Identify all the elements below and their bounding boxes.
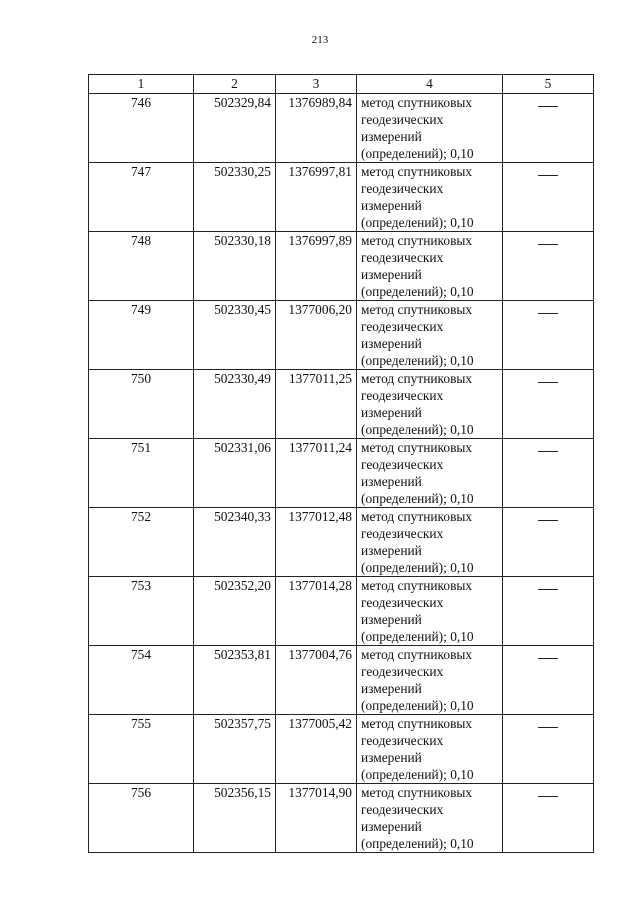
method-cell: [357, 646, 503, 715]
column-5-cell: [503, 784, 594, 853]
point-number-cell: 755: [89, 715, 194, 784]
table-header-row: [89, 75, 594, 94]
method-cell: [357, 715, 503, 784]
method-text-line: (определений); 0,10: [361, 767, 474, 782]
point-number-cell: 753: [89, 577, 194, 646]
method-text-line: геодезических: [361, 388, 444, 403]
x-coordinate-cell: 502357,75: [194, 715, 276, 784]
method-text-line: (определений); 0,10: [361, 422, 474, 437]
column-header-5: 5: [503, 75, 594, 94]
dash-mark: [538, 244, 558, 245]
y-coordinate-cell: 1377014,28: [276, 577, 357, 646]
y-coordinate-cell: 1376997,81: [276, 163, 357, 232]
table-row: [89, 94, 594, 163]
method-text-line: измерений: [361, 681, 422, 696]
method-text-line: измерений: [361, 474, 422, 489]
method-text-line: (определений); 0,10: [361, 284, 474, 299]
x-coordinate-cell: 502353,81: [194, 646, 276, 715]
method-text-line: геодезических: [361, 250, 444, 265]
method-text-line: метод спутниковых: [361, 164, 473, 179]
column-5-cell: [503, 715, 594, 784]
method-text-line: (определений); 0,10: [361, 491, 474, 506]
method-text-line: геодезических: [361, 112, 444, 127]
method-text-line: измерений: [361, 405, 422, 420]
point-number-cell: 747: [89, 163, 194, 232]
column-5-cell: [503, 232, 594, 301]
method-cell: [357, 163, 503, 232]
method-text-line: метод спутниковых: [361, 302, 473, 317]
y-coordinate-cell: 1377014,90: [276, 784, 357, 853]
column-5-cell: [503, 508, 594, 577]
point-number-cell: 752: [89, 508, 194, 577]
method-text-line: (определений); 0,10: [361, 836, 474, 851]
method-text-line: метод спутниковых: [361, 716, 473, 731]
dash-mark: [538, 520, 558, 521]
method-text-line: измерений: [361, 336, 422, 351]
method-text-line: геодезических: [361, 802, 444, 817]
point-number-cell: 750: [89, 370, 194, 439]
method-cell: [357, 232, 503, 301]
column-5-cell: [503, 94, 594, 163]
table-row: [89, 577, 594, 646]
method-text-line: (определений); 0,10: [361, 215, 474, 230]
method-text-line: геодезических: [361, 733, 444, 748]
table-row: [89, 370, 594, 439]
method-text-line: измерений: [361, 750, 422, 765]
method-text-line: (определений); 0,10: [361, 560, 474, 575]
dash-mark: [538, 658, 558, 659]
method-text-line: геодезических: [361, 526, 444, 541]
method-text-line: измерений: [361, 612, 422, 627]
method-text-line: геодезических: [361, 319, 444, 334]
table-row: [89, 439, 594, 508]
method-text-line: геодезических: [361, 457, 444, 472]
dash-mark: [538, 727, 558, 728]
column-5-cell: [503, 163, 594, 232]
column-header-2: 2: [194, 75, 276, 94]
x-coordinate-cell: 502330,18: [194, 232, 276, 301]
dash-mark: [538, 106, 558, 107]
method-cell: [357, 94, 503, 163]
method-text-line: метод спутниковых: [361, 440, 473, 455]
method-text-line: (определений); 0,10: [361, 353, 474, 368]
x-coordinate-cell: 502331,06: [194, 439, 276, 508]
method-text-line: (определений); 0,10: [361, 698, 474, 713]
x-coordinate-cell: 502340,33: [194, 508, 276, 577]
method-text-line: метод спутниковых: [361, 578, 473, 593]
table-row: [89, 508, 594, 577]
point-number-cell: 748: [89, 232, 194, 301]
point-number-cell: 749: [89, 301, 194, 370]
x-coordinate-cell: 502330,45: [194, 301, 276, 370]
table-row: [89, 232, 594, 301]
x-coordinate-cell: 502329,84: [194, 94, 276, 163]
column-header-1: 1: [89, 75, 194, 94]
method-text-line: геодезических: [361, 595, 444, 610]
method-cell: [357, 508, 503, 577]
x-coordinate-cell: 502330,25: [194, 163, 276, 232]
method-text-line: (определений); 0,10: [361, 629, 474, 644]
method-cell: [357, 439, 503, 508]
y-coordinate-cell: 1377011,25: [276, 370, 357, 439]
method-text-line: метод спутниковых: [361, 647, 473, 662]
column-5-cell: [503, 370, 594, 439]
column-5-cell: [503, 646, 594, 715]
page-number: 213: [311, 34, 329, 46]
table-row: [89, 301, 594, 370]
dash-mark: [538, 451, 558, 452]
x-coordinate-cell: 502352,20: [194, 577, 276, 646]
y-coordinate-cell: 1377011,24: [276, 439, 357, 508]
y-coordinate-cell: 1377004,76: [276, 646, 357, 715]
point-number-cell: 746: [89, 94, 194, 163]
method-text-line: измерений: [361, 267, 422, 282]
y-coordinate-cell: 1377012,48: [276, 508, 357, 577]
x-coordinate-cell: 502356,15: [194, 784, 276, 853]
method-text-line: метод спутниковых: [361, 95, 473, 110]
dash-mark: [538, 382, 558, 383]
method-text-line: измерений: [361, 198, 422, 213]
table-row: [89, 163, 594, 232]
method-text-line: метод спутниковых: [361, 509, 473, 524]
table-body: [89, 94, 594, 853]
method-text-line: геодезических: [361, 181, 444, 196]
method-cell: [357, 577, 503, 646]
column-5-cell: [503, 439, 594, 508]
method-text-line: (определений); 0,10: [361, 146, 474, 161]
method-cell: [357, 370, 503, 439]
column-5-cell: [503, 301, 594, 370]
table-row: [89, 784, 594, 853]
method-text-line: измерений: [361, 129, 422, 144]
table-row: [89, 646, 594, 715]
coordinates-table: [88, 74, 594, 853]
point-number-cell: 751: [89, 439, 194, 508]
y-coordinate-cell: 1376989,84: [276, 94, 357, 163]
method-text-line: измерений: [361, 819, 422, 834]
dash-mark: [538, 589, 558, 590]
method-text-line: метод спутниковых: [361, 785, 473, 800]
column-header-4: 4: [357, 75, 503, 94]
method-text-line: геодезических: [361, 664, 444, 679]
column-5-cell: [503, 577, 594, 646]
point-number-cell: 756: [89, 784, 194, 853]
method-cell: [357, 301, 503, 370]
y-coordinate-cell: 1377005,42: [276, 715, 357, 784]
point-number-cell: 754: [89, 646, 194, 715]
y-coordinate-cell: 1377006,20: [276, 301, 357, 370]
method-text-line: метод спутниковых: [361, 371, 473, 386]
y-coordinate-cell: 1376997,89: [276, 232, 357, 301]
method-text-line: метод спутниковых: [361, 233, 473, 248]
method-text-line: измерений: [361, 543, 422, 558]
dash-mark: [538, 175, 558, 176]
table-row: [89, 715, 594, 784]
column-header-3: 3: [276, 75, 357, 94]
method-cell: [357, 784, 503, 853]
x-coordinate-cell: 502330,49: [194, 370, 276, 439]
dash-mark: [538, 313, 558, 314]
dash-mark: [538, 796, 558, 797]
